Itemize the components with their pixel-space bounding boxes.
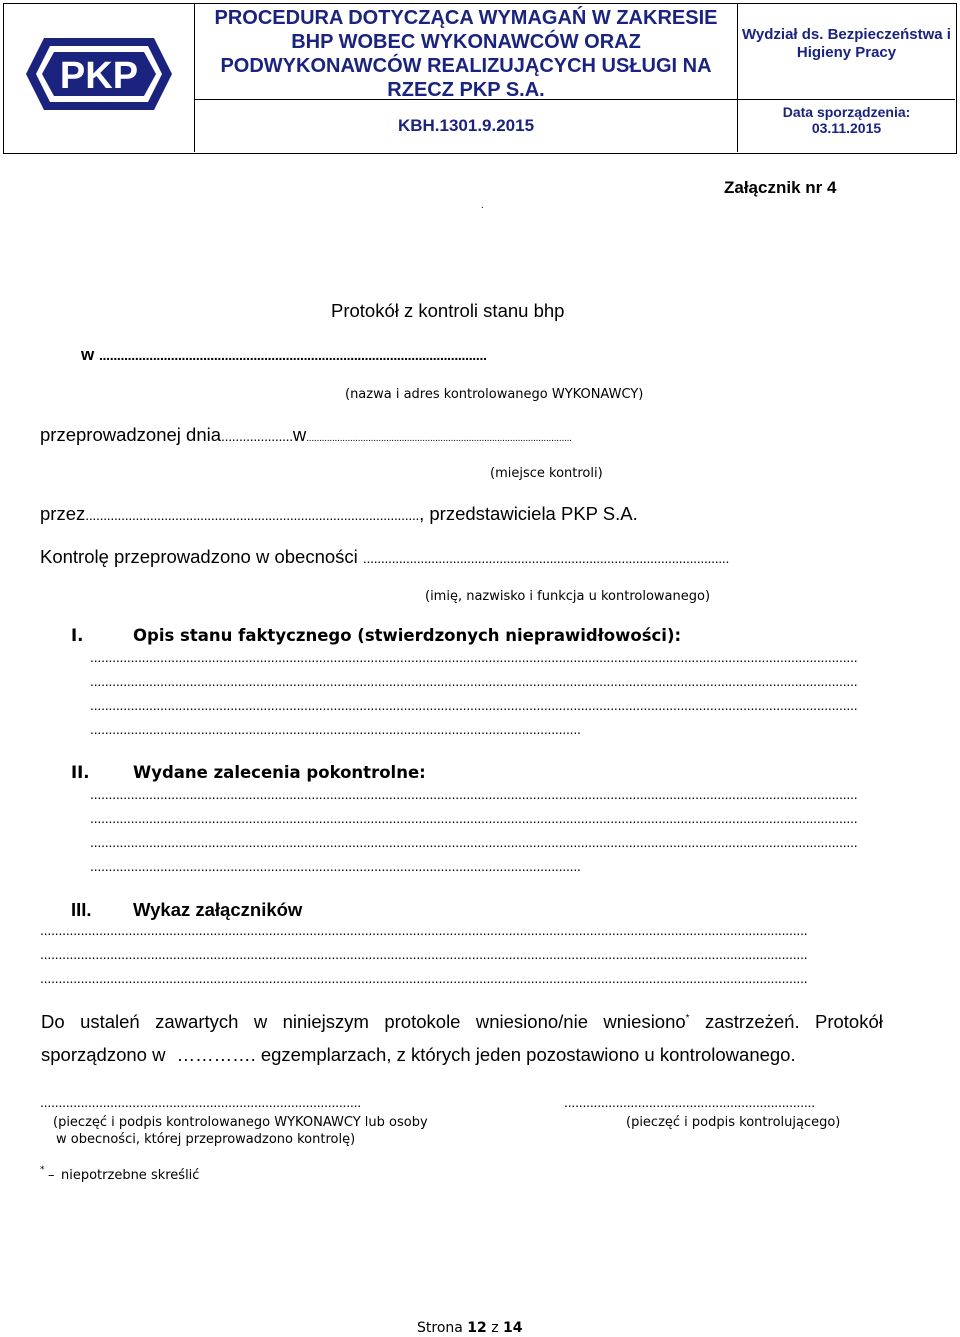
- closing-word: zastrzeżeń.: [704, 1011, 800, 1032]
- section-2-line-2: ................................................................................................................................................................................................................: [90, 810, 858, 826]
- page-total: 14: [503, 1320, 523, 1336]
- signature-right-line: ....................................................................: [564, 1094, 815, 1110]
- closing-word: niniejszym: [282, 1011, 369, 1032]
- logo-cell: [4, 4, 195, 152]
- section-1-title: Opis stanu faktycznego (stwierdzonych nieprawidłowości):: [133, 626, 682, 645]
- page-prefix: Strona: [417, 1320, 463, 1336]
- by-prefix: przez: [40, 503, 86, 524]
- contractor-dots: ............................................................................................................: [98, 347, 487, 363]
- section-2-number: II.: [71, 763, 90, 782]
- closing-line-1: [41, 1011, 883, 1033]
- closing-prefix: sporządzono w: [41, 1044, 166, 1065]
- closing-rest: egzemplarzach, z których jeden pozostawiono u kontrolowanego.: [260, 1044, 796, 1065]
- closing-line-2: [41, 1044, 796, 1066]
- presence-line: [40, 546, 729, 568]
- signature-left-caption-1: (pieczęć i podpis kontrolowanego WYKONAWCY lub osoby: [53, 1115, 428, 1130]
- copies-dots: ………….: [176, 1044, 256, 1065]
- place-prefix: w: [292, 424, 307, 445]
- closing-word: wniesiono: [603, 1011, 686, 1032]
- signature-left-caption-2: w obecności, której przeprowadzono kontrolę): [56, 1132, 356, 1147]
- section-3-line-1: ................................................................................................................................................................................................................: [40, 922, 808, 938]
- section-3-number: III.: [71, 899, 92, 920]
- section-1-number: I.: [71, 626, 84, 645]
- by-line: [40, 503, 638, 525]
- attachment-label: Załącznik nr 4: [724, 178, 837, 197]
- date-label: Data sporządzenia:: [782, 104, 911, 120]
- footnote-asterisk: *: [40, 1165, 45, 1175]
- closing-word: zawartych: [155, 1011, 239, 1032]
- by-dots: .............................................................................................: [85, 507, 420, 523]
- closing-word: protokole: [384, 1011, 461, 1032]
- footnote-text: niepotrzebne skreślić: [61, 1168, 200, 1183]
- place-dots: .......................................................................................................: [306, 433, 572, 444]
- section-3-line-2: ................................................................................................................................................................................................................: [40, 946, 808, 962]
- document-header: [3, 3, 957, 154]
- contractor-line: [81, 345, 487, 365]
- presence-dots: ......................................................................................................: [362, 550, 730, 566]
- signature-right-caption: (pieczęć i podpis kontrolującego): [626, 1115, 841, 1130]
- procedure-title: PROCEDURA DOTYCZĄCA WYMAGAŃ W ZAKRESIE BHP WOBEC WYKONAWCÓW ORAZ PODWYKONAWCÓW REALIZUJĄCYCH USŁUGI NA RZECZ PKP S.A.: [195, 4, 738, 100]
- footnote-mark: *: [685, 1012, 690, 1024]
- date-dots: ....................: [221, 428, 293, 444]
- by-suffix: , przedstawiciela PKP S.A.: [419, 503, 638, 524]
- section-1-line-1: ................................................................................................................................................................................................................: [90, 649, 858, 665]
- page-footer: [417, 1320, 523, 1336]
- signature-left-line: .......................................................................................: [40, 1094, 361, 1110]
- closing-word: Do: [41, 1011, 65, 1032]
- procedure-code: KBH.1301.9.2015: [195, 100, 738, 152]
- date-value: 03.11.2015: [811, 120, 882, 136]
- department-name: Wydział ds. Bezpieczeństwa i Higieny Pracy: [738, 4, 955, 100]
- creation-date: [738, 100, 955, 152]
- pkp-logo-icon: [4, 4, 195, 152]
- section-1-line-2: ................................................................................................................................................................................................................: [90, 673, 858, 689]
- section-2-line-4: .....................................................................................................................................: [90, 858, 581, 874]
- section-3-title: Wykaz załączników: [133, 899, 303, 920]
- logo-text: PKP: [59, 55, 139, 97]
- closing-word: ustaleń: [80, 1011, 140, 1032]
- closing-word: w: [253, 1011, 268, 1032]
- section-2-title: Wydane zalecenia pokontrolne:: [133, 763, 426, 782]
- footnote-dash: –: [48, 1168, 55, 1183]
- section-2-line-1: ................................................................................................................................................................................................................: [90, 786, 858, 802]
- stray-dot: .: [481, 200, 484, 211]
- presence-prefix: Kontrolę przeprowadzono w obecności: [40, 546, 358, 567]
- section-3-line-3: ................................................................................................................................................................................................................: [40, 970, 808, 986]
- date-line: [40, 424, 572, 446]
- presence-caption: (imię, nazwisko i funkcja u kontrolowanego): [425, 589, 711, 604]
- section-2-line-3: ................................................................................................................................................................................................................: [90, 834, 858, 850]
- date-prefix: przeprowadzonej dnia: [40, 424, 222, 445]
- protocol-title: Protokół z kontroli stanu bhp: [331, 300, 565, 321]
- closing-word: Protokół: [815, 1011, 883, 1032]
- contractor-caption: (nazwa i adres kontrolowanego WYKONAWCY): [345, 387, 644, 402]
- page-mid: z: [491, 1320, 499, 1336]
- page-number: 12: [467, 1320, 487, 1336]
- closing-word: wniesiono/nie: [475, 1011, 588, 1032]
- w-prefix: w: [81, 345, 95, 364]
- section-1-line-3: ................................................................................................................................................................................................................: [90, 697, 858, 713]
- section-1-line-4: .....................................................................................................................................: [90, 721, 581, 737]
- place-caption: (miejsce kontroli): [490, 466, 603, 481]
- closing-word-with-mark: [603, 1011, 689, 1033]
